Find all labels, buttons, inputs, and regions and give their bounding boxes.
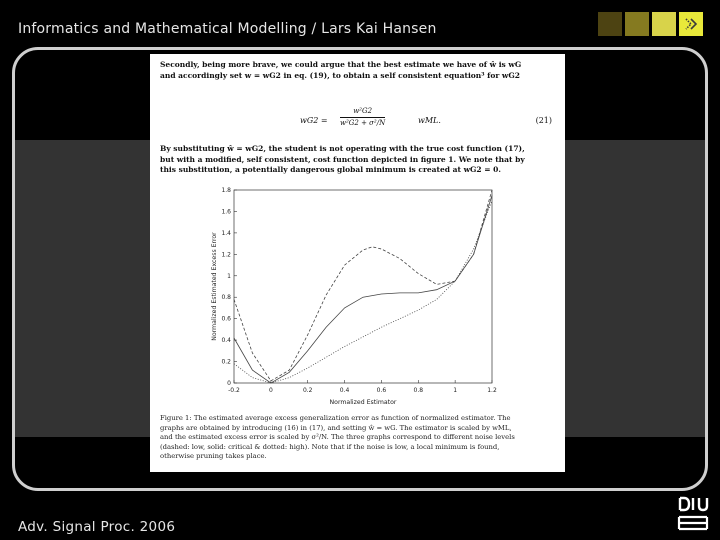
x-tick-label: 1.2 [487, 387, 497, 394]
x-tick-label: 0.6 [376, 387, 387, 394]
x-tick-label: 0.8 [413, 387, 424, 394]
page-title: Informatics and Mathematical Modelling / Lars Kai Hansen [18, 21, 437, 37]
equation-fraction [340, 106, 385, 129]
equation-rhs: wML. [418, 116, 441, 125]
y-tick-label: 0.6 [221, 315, 231, 323]
color-square [625, 12, 649, 36]
y-tick-label: 0 [227, 380, 231, 387]
excess-error-chart [192, 184, 512, 414]
equation-denominator: w²G2 + σ²/N [340, 119, 386, 127]
text-line: and accordingly set w = wG2 in eq. (19), to obtain a self consistent equation³ for wG2 [160, 70, 521, 80]
y-tick-label: 0.2 [221, 358, 231, 366]
double-chevron-right-icon [679, 12, 703, 36]
header-squares [598, 12, 703, 36]
series-line-solid [234, 195, 492, 383]
x-tick-label: -0.2 [228, 387, 240, 394]
x-tick-label: 0.2 [302, 387, 313, 394]
document-page [150, 54, 565, 472]
plot-area [234, 190, 492, 383]
y-tick-label: 1.6 [221, 208, 231, 216]
y-axis-label: Normalized Estimated Excess Error [211, 232, 218, 341]
next-slide-button[interactable] [679, 12, 703, 36]
text-line: but with a modified, self consistent, cost function depicted in figure 1. We note that by [160, 154, 525, 164]
paragraph-1 [160, 60, 558, 81]
equation-lhs: wG2 = [300, 116, 328, 125]
caption-line: graphs are obtained by introducing (16) in (17), and setting ŵ = wG. The estimator is scaled by wML, [160, 423, 512, 432]
y-tick-label: 0.8 [221, 294, 231, 302]
y-tick-label: 1.4 [221, 229, 231, 237]
x-tick-label: 1 [453, 387, 458, 394]
text-line: By substituting ŵ = wG2, the student is not operating with the true cost function (17), [160, 144, 525, 153]
text-line: this substitution, a potentially dangerous global minimum is created at wG2 = 0. [160, 165, 501, 175]
y-tick-label: 0.4 [221, 337, 231, 345]
x-tick-label: 0 [268, 387, 273, 394]
figure-caption [160, 414, 558, 462]
x-tick-label: 0.4 [339, 387, 350, 394]
equation-numerator: w²G2 [340, 106, 385, 118]
caption-line: and the estimated excess error is scaled by σ²/N. The three graphs correspond to different noise levels [160, 433, 515, 442]
footer-text: Adv. Signal Proc. 2006 [18, 519, 176, 535]
y-tick-label: 1 [227, 272, 231, 280]
series-line-dashed [234, 190, 492, 381]
series-line-dotted [234, 201, 492, 383]
caption-line: Figure 1: The estimated average excess generalization error as function of normalized estimator. The [160, 414, 511, 422]
y-tick-label: 1.2 [221, 251, 231, 259]
caption-line: otherwise pruning takes place. [160, 452, 267, 461]
color-square [652, 12, 676, 36]
x-axis-label: Normalized Estimator [329, 399, 397, 406]
caption-line: (dashed: low, solid: critical & dotted: high). Note that if the noise is low, a local minimum is found, [160, 442, 500, 451]
paragraph-2 [160, 144, 558, 176]
color-square [598, 12, 622, 36]
equation-21 [160, 106, 558, 136]
dtu-logo [676, 494, 710, 536]
equation-number: (21) [535, 116, 552, 125]
y-tick-label: 1.8 [221, 187, 231, 194]
text-line: Secondly, being more brave, we could argue that the best estimate we have of ŵ is wG [160, 60, 522, 69]
